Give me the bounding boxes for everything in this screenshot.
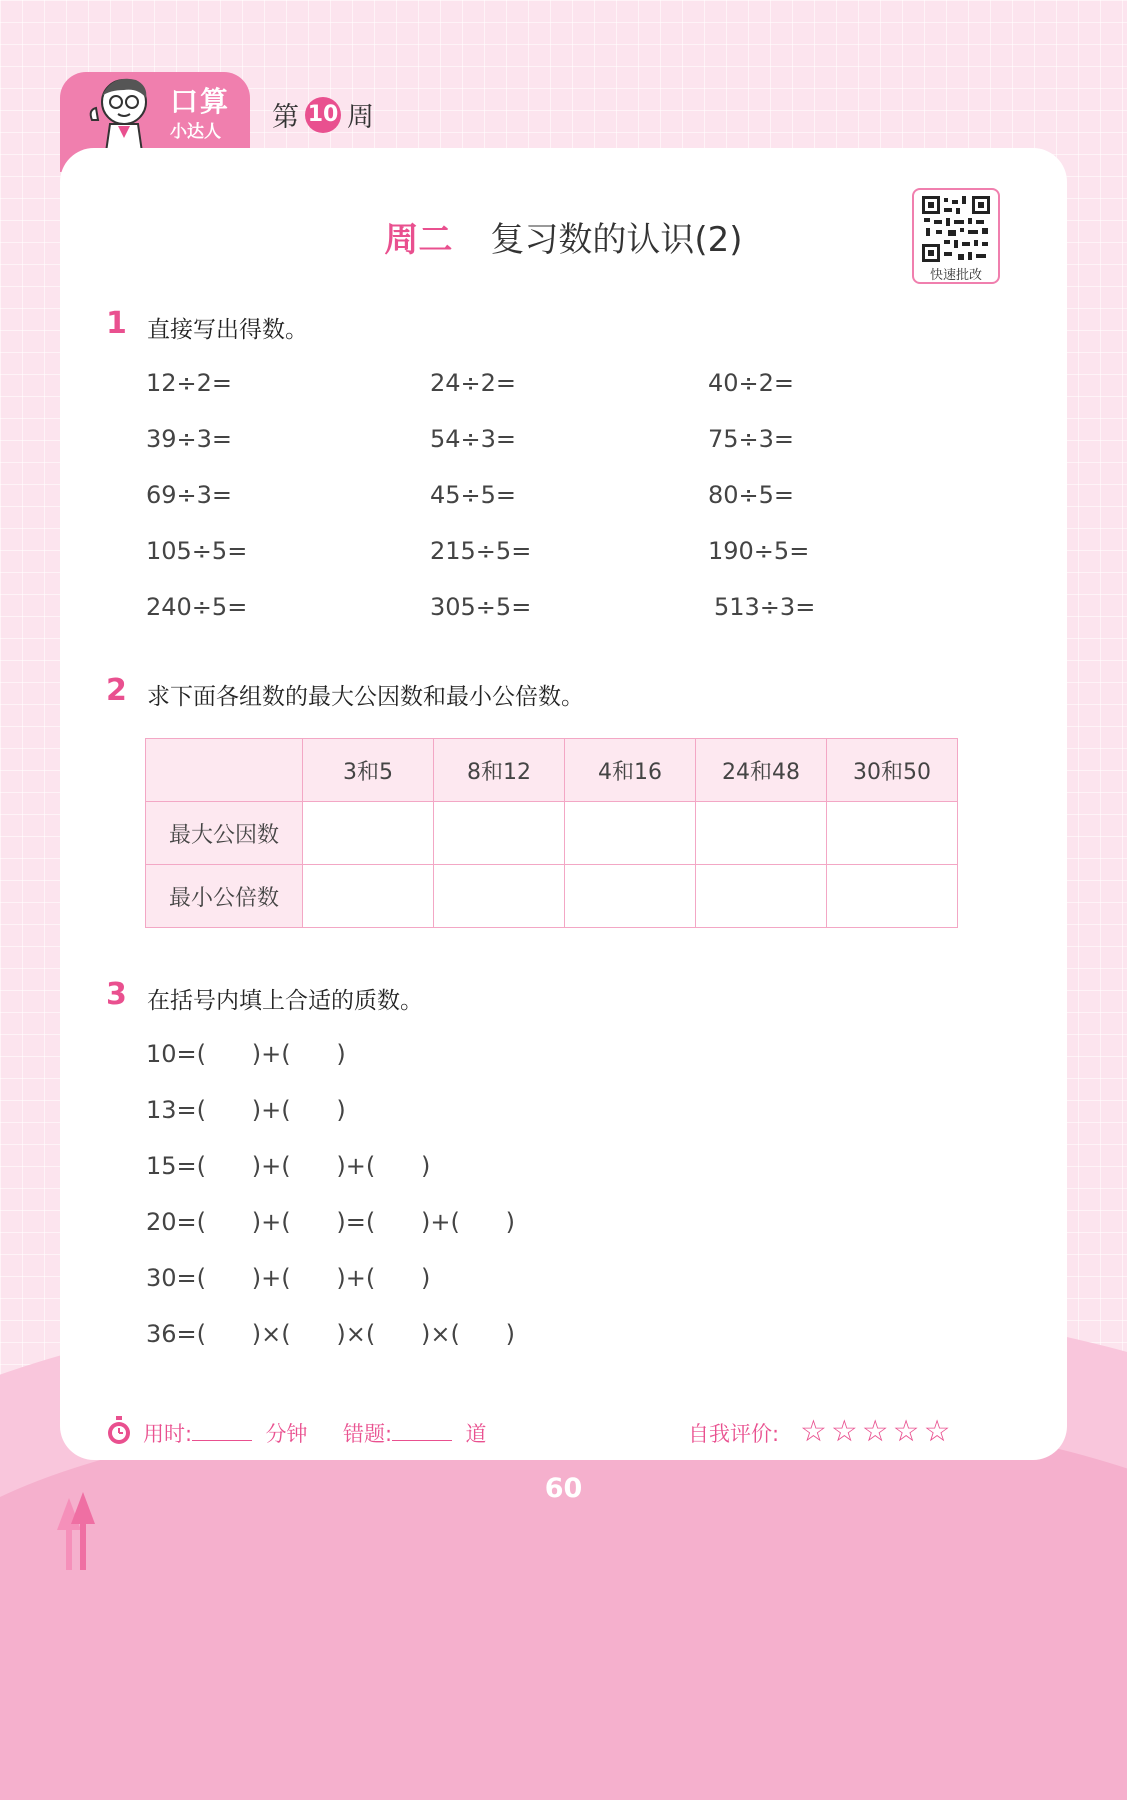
- week-indicator: [272, 95, 374, 134]
- table-column-header: 24和48: [696, 739, 827, 802]
- table-column-header: 8和12: [434, 739, 565, 802]
- expression: 215÷5=: [430, 537, 532, 565]
- answer-cell[interactable]: [827, 865, 958, 928]
- table-column-header: 30和50: [827, 739, 958, 802]
- prime-equation: 36=( )×( )×( )×( ): [146, 1320, 515, 1348]
- time-field: [143, 1418, 307, 1448]
- expression: 240÷5=: [146, 593, 248, 621]
- table-row-header: 最小公倍数: [146, 865, 303, 928]
- prime-equation: 20=( )+( )=( )+( ): [146, 1208, 515, 1236]
- section-2-number: 2: [106, 673, 127, 708]
- answer-cell[interactable]: [565, 865, 696, 928]
- prime-equation: 30=( )+( )+( ): [146, 1264, 431, 1292]
- qr-label: 快速批改: [929, 268, 982, 283]
- title-text: 复习数的认识(2): [490, 220, 743, 260]
- expression: 305÷5=: [430, 593, 532, 621]
- mascot-icon: [82, 72, 160, 152]
- expression: 69÷3=: [146, 481, 233, 509]
- answer-cell[interactable]: [303, 802, 434, 865]
- brand-title: 口算: [170, 85, 231, 118]
- qr-code-icon: [922, 196, 990, 262]
- answer-cell[interactable]: [827, 802, 958, 865]
- errors-field: [343, 1418, 486, 1448]
- gcf-lcm-table: [145, 738, 958, 928]
- decorative-arrows-icon: [55, 1490, 99, 1570]
- table-row-header: 最大公因数: [146, 802, 303, 865]
- table-column-header: 4和16: [565, 739, 696, 802]
- answer-cell[interactable]: [565, 802, 696, 865]
- time-label: 用时:: [143, 1422, 193, 1446]
- week-suffix: 周: [347, 102, 374, 133]
- answer-cell[interactable]: [303, 865, 434, 928]
- expression: 39÷3=: [146, 425, 233, 453]
- title-day: 周二: [384, 220, 453, 260]
- week-number-badge: 10: [305, 97, 341, 133]
- self-eval-label: 自我评价:: [688, 1422, 780, 1446]
- section-1-title: 直接写出得数。: [147, 317, 308, 343]
- table-row: [146, 865, 958, 928]
- stopwatch-icon: [106, 1416, 132, 1446]
- answer-cell[interactable]: [696, 802, 827, 865]
- section-1-number: 1: [106, 306, 127, 341]
- qr-code-box[interactable]: [912, 188, 1000, 284]
- time-unit: 分钟: [265, 1422, 308, 1446]
- brand-subtitle: 小达人: [170, 122, 221, 142]
- table-row: [146, 802, 958, 865]
- expression: 54÷3=: [430, 425, 517, 453]
- errors-label: 错题:: [343, 1422, 393, 1446]
- rating-stars[interactable]: ☆☆☆☆☆: [800, 1414, 955, 1449]
- expression: 105÷5=: [146, 537, 248, 565]
- section-3-title: 在括号内填上合适的质数。: [147, 988, 423, 1014]
- page-number: 60: [544, 1473, 583, 1504]
- errors-unit: 道: [465, 1422, 487, 1446]
- expression: 80÷5=: [708, 481, 795, 509]
- background-wave-lower: [0, 1400, 1127, 1800]
- expression: 45÷5=: [430, 481, 517, 509]
- expression: 190÷5=: [708, 537, 810, 565]
- expression: 75÷3=: [708, 425, 795, 453]
- expression: 40÷2=: [708, 369, 795, 397]
- week-prefix: 第: [272, 102, 299, 133]
- table-header-row: [146, 739, 958, 802]
- answer-cell[interactable]: [696, 865, 827, 928]
- prime-equation: 13=( )+( ): [146, 1096, 346, 1124]
- expression: 12÷2=: [146, 369, 233, 397]
- prime-equation: 15=( )+( )+( ): [146, 1152, 431, 1180]
- expression: 24÷2=: [430, 369, 517, 397]
- time-blank[interactable]: [192, 1420, 252, 1441]
- answer-cell[interactable]: [434, 802, 565, 865]
- table-column-header: 3和5: [303, 739, 434, 802]
- table-corner-cell: [146, 739, 303, 802]
- answer-cell[interactable]: [434, 865, 565, 928]
- expression: 513÷3=: [714, 593, 816, 621]
- section-2-title: 求下面各组数的最大公因数和最小公倍数。: [147, 684, 584, 710]
- section-3-number: 3: [106, 977, 127, 1012]
- errors-blank[interactable]: [392, 1420, 452, 1441]
- prime-equation: 10=( )+( ): [146, 1040, 346, 1068]
